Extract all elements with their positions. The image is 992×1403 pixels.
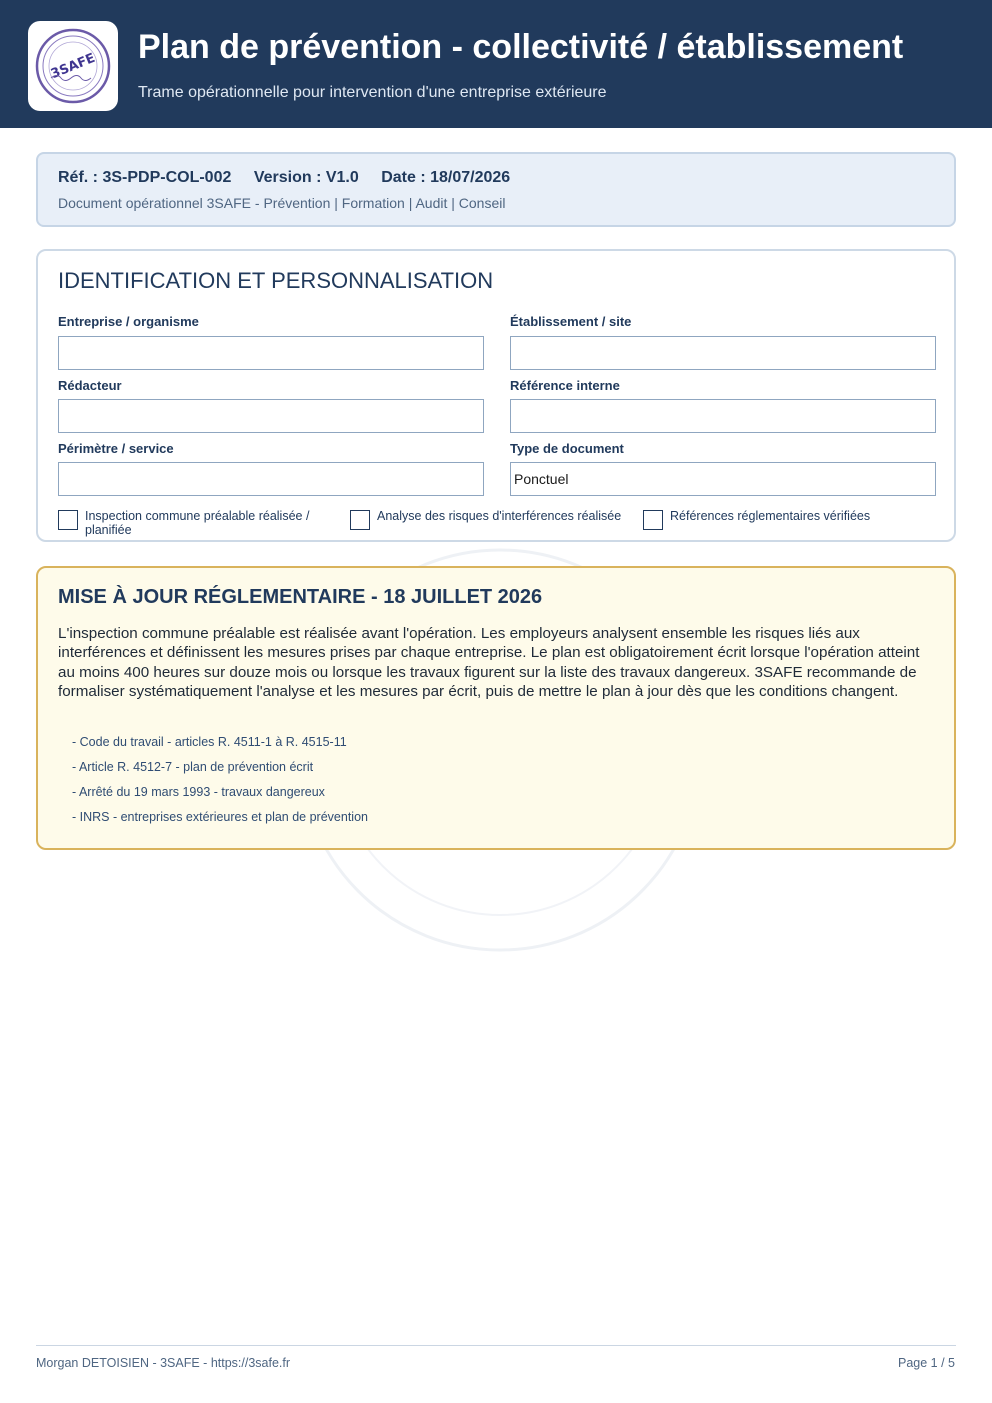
checkbox-box[interactable] [643,510,663,530]
reference-item: - Article R. 4512-7 - plan de prévention écrit [72,760,314,774]
checkbox-label: Références réglementaires vérifiées [670,509,871,523]
reference-item: - INRS - entreprises extérieures et plan de prévention [72,810,368,824]
etablissement-label: Établissement / site [510,314,632,329]
regulatory-update-text: L'inspection commune préalable est réalisée avant l'opération. Les employeurs analysent ensemble les risques liés aux interférences et définissent les mesures prises par chaque entreprise. Le plan est obligatoirement écrit lorsque l'opération atteint au moins 400 heures sur douze mois ou lorsque les travaux figurent sur la liste des travaux dangereux. 3SAFE recommande de formaliser systématiquement l'analyse et les mesures par écrit, puis de mettre le plan à jour dès que les conditions changent. [58,625,920,700]
checkbox-label: Analyse des risques d'interférences réalisée [377,509,622,523]
regulatory-update-title: MISE À JOUR RÉGLEMENTAIRE - 18 JUILLET 2026 [58,586,543,608]
perimetre-input[interactable] [58,462,484,496]
etablissement-input[interactable] [510,336,936,370]
entreprise-input[interactable] [58,336,484,370]
type-document-label: Type de document [510,441,624,456]
entreprise-label: Entreprise / organisme [58,314,199,329]
checkbox-references[interactable] [643,509,923,530]
page-subtitle: Trame opérationnelle pour intervention d'une entreprise extérieure [138,84,607,101]
checkbox-analyse[interactable] [350,509,630,530]
page-title: Plan de prévention - collectivité / établissement [138,28,904,66]
document-date: Date : 18/07/2026 [381,169,511,186]
identification-title: IDENTIFICATION ET PERSONNALISATION [58,268,494,293]
logo-seal-icon [33,26,113,106]
svg-text:3SAFE: 3SAFE [48,50,98,83]
reference-list [72,735,368,835]
redacteur-input[interactable] [58,399,484,433]
document-description: Document opérationnel 3SAFE - Prévention | Formation | Audit | Conseil [58,195,506,211]
perimetre-label: Périmètre / service [58,441,174,456]
reference-interne-input[interactable] [510,399,936,433]
checkbox-inspection[interactable] [58,509,328,537]
regulatory-update-box [36,566,956,850]
document-version: Version : V1.0 [253,169,359,186]
reference-box [36,152,956,227]
reference-line [58,169,528,187]
reference-item: - Code du travail - articles R. 4511-1 à R. 4515-11 [72,735,347,749]
redacteur-label: Rédacteur [58,378,122,393]
footer-divider [36,1345,956,1346]
type-document-input[interactable] [510,462,936,496]
reference-interne-label: Référence interne [510,378,620,393]
footer-author: Morgan DETOISIEN - 3SAFE - https://3safe.fr [36,1356,291,1370]
document-ref: Réf. : 3S-PDP-COL-002 [58,169,232,186]
reference-item: - Arrêté du 19 mars 1993 - travaux dangereux [72,785,325,799]
page-header [0,0,992,128]
identification-card [36,249,956,542]
footer-page-number: Page 1 / 5 [898,1356,955,1370]
checkbox-box[interactable] [350,510,370,530]
checkbox-label: Inspection commune préalable réalisée / planifiée [85,509,310,537]
logo [28,21,118,111]
checkbox-box[interactable] [58,510,78,530]
